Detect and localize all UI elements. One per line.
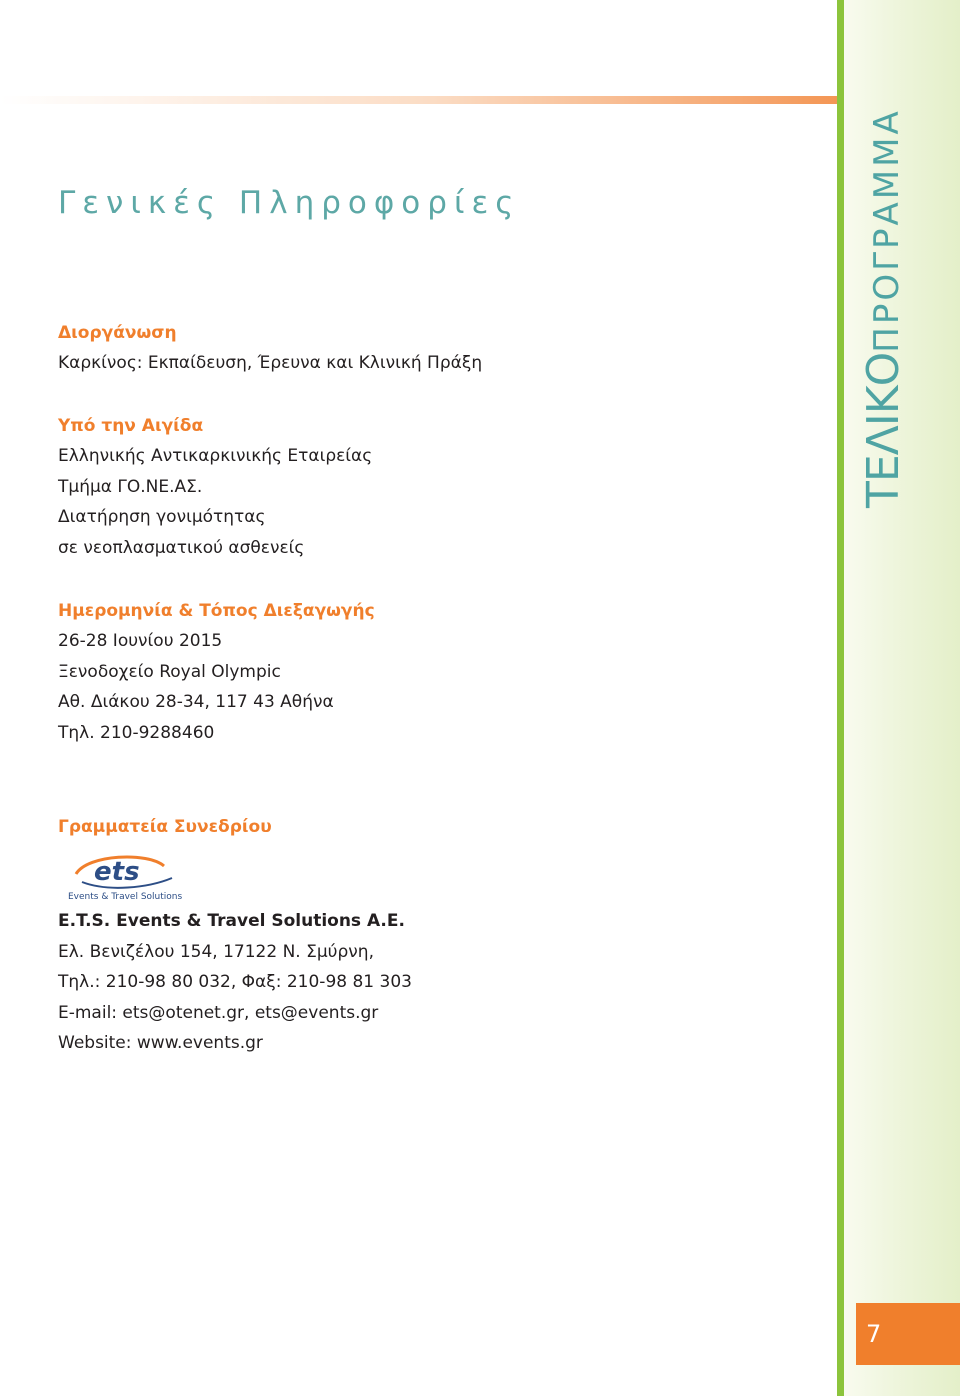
organization-line: Καρκίνος: Εκπαίδευση, Έρευνα και Κλινική Πράξη: [58, 353, 483, 373]
auspices-line: Ελληνικής Αντικαρκινικής Εταιρείας: [58, 446, 373, 466]
program-label: ΠΡΟΓΡΑΜΜΑ: [867, 108, 907, 353]
page-number: 7: [856, 1303, 960, 1365]
date-venue-line: 26-28 Ιουνίου 2015: [58, 631, 223, 651]
secretariat-phone: Τηλ.: 210-98 80 032, Φαξ: 210-98 81 303: [58, 972, 412, 992]
auspices-section: [58, 411, 372, 563]
logo-subtext: Events & Travel Solutions: [68, 892, 183, 902]
date-venue-section: [58, 596, 375, 748]
final-label: ΤΕΛΙΚΟ: [858, 352, 909, 508]
top-gradient-rule: [0, 96, 960, 104]
auspices-line: Διατήρηση γονιμότητας: [58, 507, 266, 527]
secretariat-section: [58, 812, 412, 1059]
auspices-heading: Υπό την Αιγίδα: [58, 416, 204, 436]
final-program-label: [858, 108, 909, 508]
page-title: Γενικές Πληροφορίες: [58, 185, 521, 221]
date-venue-line: Ξενοδοχείο Royal Olympic: [58, 661, 281, 682]
side-green-line: [837, 0, 844, 1396]
secretariat-website[interactable]: Website: www.events.gr: [58, 1033, 263, 1053]
secretariat-heading: Γραμματεία Συνεδρίου: [58, 817, 272, 837]
auspices-line: Τμήμα ΓΟ.ΝΕ.ΑΣ.: [58, 476, 203, 497]
secretariat-company: E.T.S. Events & Travel Solutions A.E.: [58, 911, 405, 931]
date-venue-line: Αθ. Διάκου 28-34, 117 43 Αθήνα: [58, 692, 334, 712]
secretariat-email[interactable]: E-mail: ets@otenet.gr, ets@events.gr: [58, 1002, 379, 1023]
logo-text: ets: [94, 857, 140, 887]
auspices-line: σε νεοπλασματικού ασθενείς: [58, 537, 305, 558]
date-venue-heading: Ημερομηνία & Τόπος Διεξαγωγής: [58, 601, 375, 621]
date-venue-line: Τηλ. 210-9288460: [58, 722, 215, 743]
organization-heading: Διοργάνωση: [58, 323, 177, 343]
organization-section: [58, 318, 482, 379]
ets-logo: [68, 852, 188, 902]
secretariat-address: Ελ. Βενιζέλου 154, 17122 Ν. Σμύρνη,: [58, 941, 374, 962]
